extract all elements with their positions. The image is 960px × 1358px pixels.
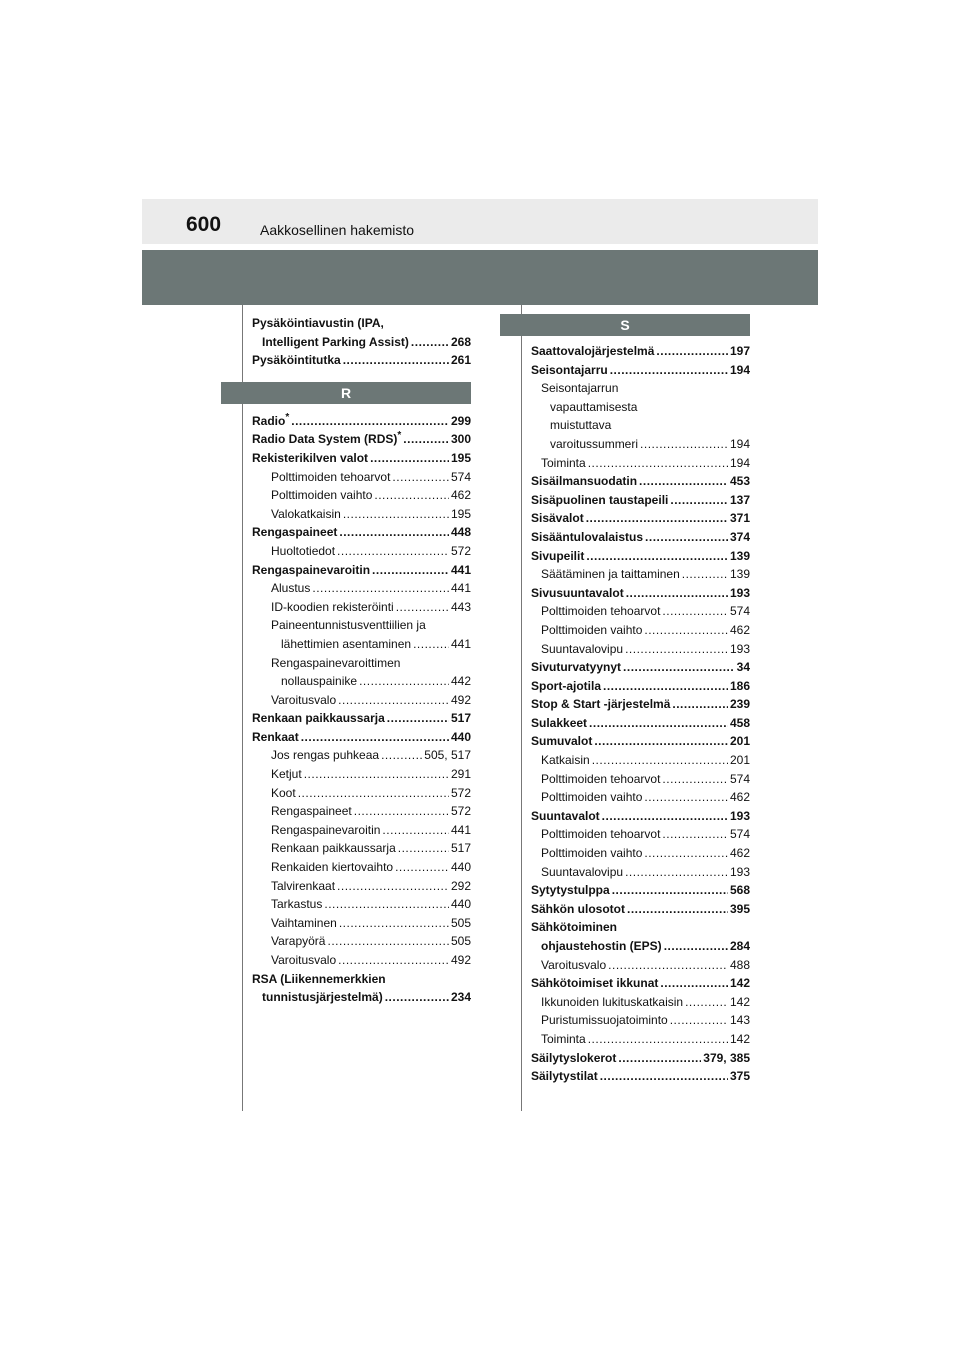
- index-entry: [252, 468, 471, 487]
- entry-pages: 462: [729, 790, 750, 805]
- entry-label: Polttimoiden tehoarvot: [541, 771, 661, 786]
- dot-leader: [398, 839, 449, 858]
- left-column-rule: [242, 305, 243, 1111]
- entry-label: Saattovalojärjestelmä: [531, 344, 655, 358]
- dot-leader: [662, 825, 728, 844]
- page-number: 600: [186, 213, 222, 236]
- index-entry: [531, 993, 750, 1012]
- entry-label: Rekisterikilven valot: [252, 450, 369, 465]
- dot-leader: [337, 542, 449, 561]
- index-entry: [252, 333, 471, 352]
- dot-leader: [413, 635, 449, 654]
- entry-pages: 379, 385: [703, 1050, 750, 1065]
- dot-leader: [372, 561, 449, 580]
- index-entry: [531, 584, 750, 603]
- entry-label: Toiminta: [541, 455, 586, 470]
- index-subheading: vapauttamisesta: [550, 399, 638, 414]
- index-entry: [252, 486, 471, 505]
- entry-pages: 193: [729, 585, 750, 600]
- entry-label: Varapyörä: [271, 934, 326, 949]
- entry-pages: 139: [729, 567, 750, 582]
- entry-pages: 195: [450, 506, 471, 521]
- entry-pages: 261: [450, 353, 471, 368]
- entry-label: Varoitusvalo: [541, 957, 607, 972]
- index-entry: [252, 858, 471, 877]
- entry-pages: 462: [729, 622, 750, 637]
- dot-leader: [600, 1067, 728, 1086]
- index-entry: [531, 863, 750, 882]
- dot-leader: [588, 1030, 728, 1049]
- dot-leader: [588, 454, 728, 473]
- index-entry: [531, 788, 750, 807]
- entry-label: Polttimoiden tehoarvot: [541, 604, 661, 619]
- index-entry: [252, 746, 471, 765]
- index-subheading: Rengaspainevaroittimen: [271, 655, 401, 670]
- entry-label: Radio Data System (RDS)*: [252, 430, 402, 447]
- dot-leader: [359, 672, 449, 691]
- index-entry: [531, 602, 750, 621]
- index-subheading: Pysäköintiavustin (IPA,: [252, 316, 384, 330]
- index-list-pre: [252, 314, 471, 370]
- index-entry: [531, 361, 750, 380]
- entry-pages: 568: [729, 883, 750, 898]
- entry-pages: 505, 517: [424, 748, 471, 763]
- index-entry: [252, 765, 471, 784]
- entry-pages: 142: [729, 1031, 750, 1046]
- dot-leader: [660, 974, 728, 993]
- dot-leader: [662, 602, 728, 621]
- entry-label: Polttimoiden vaihto: [541, 622, 643, 637]
- dot-leader: [370, 449, 449, 468]
- index-entry: [531, 472, 750, 491]
- index-entry: [252, 561, 471, 580]
- index-entry: [531, 621, 750, 640]
- entry-label: Sisävalot: [531, 511, 584, 526]
- entry-label: Renkaiden kiertovaihto: [271, 860, 394, 875]
- index-subheading: Seisontajarrun: [541, 381, 619, 396]
- dot-leader: [592, 751, 728, 770]
- entry-pages: 440: [450, 897, 471, 912]
- index-entry: [531, 751, 750, 770]
- dot-leader: [339, 914, 449, 933]
- entry-pages: 395: [729, 901, 750, 916]
- index-entry: [531, 509, 750, 528]
- dot-leader: [343, 351, 449, 370]
- entry-pages: 300: [450, 432, 471, 447]
- dot-leader: [645, 528, 728, 547]
- entry-pages: 143: [729, 1013, 750, 1028]
- index-entry: [531, 640, 750, 659]
- index-entry: [252, 579, 471, 598]
- index-entry: [252, 505, 471, 524]
- dot-leader: [625, 863, 728, 882]
- dot-leader: [395, 858, 449, 877]
- index-entry: [252, 523, 471, 542]
- dot-leader: [670, 491, 728, 510]
- entry-pages: 193: [729, 864, 750, 879]
- index-entry: [531, 807, 750, 826]
- entry-pages: 517: [450, 711, 471, 726]
- index-entry: [252, 709, 471, 728]
- dot-leader: [603, 677, 728, 696]
- entry-pages: 299: [450, 413, 471, 428]
- entry-label: Sisäpuolinen taustapeili: [531, 492, 669, 507]
- dot-leader: [374, 486, 449, 505]
- entry-label: Renkaat: [252, 729, 299, 744]
- entry-label: Rengaspainevaroitin: [271, 822, 381, 837]
- index-entry: [252, 691, 471, 710]
- entry-pages: 458: [729, 715, 750, 730]
- index-entry: [252, 430, 471, 449]
- index-subheading: RSA (Liikennemerkkien: [252, 971, 386, 986]
- header-band: [142, 250, 818, 305]
- entry-pages: 239: [729, 697, 750, 712]
- entry-label: Rengaspaineet: [271, 804, 352, 819]
- entry-pages: 142: [729, 994, 750, 1009]
- entry-pages: 443: [450, 599, 471, 614]
- entry-label: Koot: [271, 785, 296, 800]
- entry-pages: 441: [450, 822, 471, 837]
- entry-label: Huoltotiedot: [271, 543, 336, 558]
- entry-pages: 572: [450, 785, 471, 800]
- entry-label: Radio*: [252, 411, 290, 428]
- index-entry: [531, 1049, 750, 1068]
- index-entry: [252, 784, 471, 803]
- index-subheading: Sähkötoiminen: [531, 920, 618, 935]
- entry-label: Suuntavalovipu: [541, 641, 624, 656]
- entry-label: Ketjut: [271, 767, 302, 782]
- entry-label: Sport-ajotila: [531, 678, 602, 693]
- dot-leader: [664, 937, 728, 956]
- index-entry: [252, 542, 471, 561]
- entry-pages: 193: [729, 808, 750, 823]
- index-entry: [531, 844, 750, 863]
- entry-label: ID-koodien rekisteröinti: [271, 599, 394, 614]
- entry-pages: 201: [729, 753, 750, 768]
- entry-label: Säätäminen ja taittaminen: [541, 567, 680, 582]
- entry-pages: 574: [729, 827, 750, 842]
- entry-pages: 441: [450, 562, 471, 577]
- dot-leader: [625, 640, 728, 659]
- dot-leader: [627, 900, 728, 919]
- index-entry: [252, 672, 471, 691]
- dot-leader: [385, 988, 449, 1007]
- section-title: Aakkosellinen hakemisto: [260, 222, 415, 238]
- entry-pages: 492: [450, 953, 471, 967]
- entry-pages: 441: [450, 636, 471, 651]
- entry-label: Seisontajarru: [531, 362, 608, 377]
- index-entry: [531, 937, 750, 956]
- entry-pages: 194: [729, 436, 750, 451]
- entry-label: Sulakkeet: [531, 715, 588, 730]
- entry-pages: 453: [729, 474, 750, 489]
- index-entry: [531, 435, 750, 454]
- dot-leader: [382, 821, 449, 840]
- dot-leader: [403, 430, 449, 449]
- entry-pages: 371: [729, 511, 750, 526]
- right-column-rule: [521, 305, 522, 1111]
- footnote-star: *: [397, 430, 402, 442]
- index-column-left: [252, 314, 471, 1007]
- index-entry: [531, 1011, 750, 1030]
- entry-label: Polttimoiden tehoarvot: [541, 827, 661, 842]
- dot-leader: [589, 714, 728, 733]
- index-entry: [531, 1030, 750, 1049]
- index-list-r: [252, 412, 471, 1007]
- entry-pages: 268: [450, 334, 471, 349]
- entry-label: Polttimoiden vaihto: [541, 846, 643, 861]
- index-entry: [531, 825, 750, 844]
- entry-label: Suuntavalovipu: [541, 864, 624, 879]
- entry-pages: 197: [729, 344, 750, 358]
- dot-leader: [338, 951, 449, 970]
- entry-pages: 505: [450, 934, 471, 949]
- index-entry: [252, 951, 471, 970]
- entry-label: Toiminta: [541, 1031, 586, 1046]
- entry-pages: 292: [450, 878, 471, 893]
- index-entry: [531, 491, 750, 510]
- dot-leader: [602, 807, 728, 826]
- index-entry: [252, 598, 471, 617]
- entry-label: varoitussummeri: [550, 436, 639, 451]
- entry-pages: 201: [729, 734, 750, 749]
- index-entry: [531, 956, 750, 975]
- entry-pages: 572: [450, 543, 471, 558]
- footnote-star: *: [285, 411, 290, 423]
- entry-pages: 137: [729, 492, 750, 507]
- index-entry: [252, 932, 471, 951]
- entry-pages: 195: [450, 450, 471, 465]
- entry-pages: 374: [729, 529, 750, 544]
- entry-label: Sisäilmansuodatin: [531, 474, 638, 489]
- dot-leader: [662, 770, 728, 789]
- entry-pages: 492: [450, 692, 471, 707]
- index-entry: [252, 914, 471, 933]
- dot-leader: [644, 621, 728, 640]
- dot-leader: [670, 1011, 728, 1030]
- dot-leader: [338, 691, 449, 710]
- entry-label: Puristumissuojatoiminto: [541, 1013, 668, 1028]
- entry-label: Alustus: [271, 581, 311, 596]
- dot-leader: [304, 765, 449, 784]
- index-entry: [531, 1067, 750, 1086]
- index-entry: [252, 877, 471, 896]
- entry-pages: 193: [729, 641, 750, 656]
- entry-label: Pysäköintitutka: [252, 353, 341, 368]
- entry-pages: 375: [729, 1069, 750, 1084]
- index-entry: [531, 454, 750, 473]
- entry-pages: 505: [450, 915, 471, 930]
- entry-label: Tarkastus: [271, 897, 323, 912]
- entry-pages: 284: [729, 939, 750, 953]
- index-entry: [531, 900, 750, 919]
- entry-label: nollauspainike: [281, 674, 358, 689]
- dot-leader: [682, 565, 728, 584]
- entry-label: Ikkunoiden lukituskatkaisin: [541, 994, 684, 1009]
- dot-leader: [354, 802, 449, 821]
- entry-pages: 448: [450, 525, 471, 540]
- index-entry: [531, 342, 750, 361]
- index-subheading: muistuttava: [550, 418, 612, 433]
- entry-label: Talvirenkaat: [271, 878, 336, 893]
- letter-header-r: R: [221, 382, 471, 404]
- dot-leader: [594, 732, 728, 751]
- dot-leader: [656, 342, 728, 361]
- entry-label: Varoitusvalo: [271, 953, 337, 967]
- dot-leader: [639, 472, 728, 491]
- entry-label: Polttimoiden tehoarvot: [271, 469, 391, 484]
- dot-leader: [411, 333, 449, 352]
- dot-leader: [337, 877, 449, 896]
- index-entry: [252, 449, 471, 468]
- index-entry: [252, 412, 471, 431]
- dot-leader: [327, 932, 448, 951]
- entry-pages: 462: [729, 846, 750, 861]
- dot-leader: [672, 695, 728, 714]
- index-entry: [531, 547, 750, 566]
- entry-pages: 441: [450, 581, 471, 596]
- entry-label: Renkaan paikkaussarja: [271, 841, 396, 856]
- dot-leader: [586, 547, 728, 566]
- dot-leader: [618, 1049, 701, 1068]
- entry-label: Suuntavalot: [531, 808, 600, 823]
- entry-pages: 440: [450, 860, 471, 875]
- entry-label: tunnistusjärjestelmä): [262, 990, 383, 1005]
- dot-leader: [312, 579, 449, 598]
- letter-header-s: S: [500, 314, 750, 336]
- index-entry: [531, 732, 750, 751]
- entry-label: Rengaspainevaroitin: [252, 562, 371, 577]
- index-entry: [531, 695, 750, 714]
- entry-pages: 194: [729, 455, 750, 470]
- entry-label: Jos rengas puhkeaa: [271, 748, 380, 763]
- entry-pages: 291: [450, 767, 471, 782]
- entry-pages: 440: [450, 729, 471, 744]
- entry-label: Polttimoiden vaihto: [271, 488, 373, 503]
- dot-leader: [610, 361, 728, 380]
- index-entry: [531, 528, 750, 547]
- dot-leader: [685, 993, 728, 1012]
- entry-label: Polttimoiden vaihto: [541, 790, 643, 805]
- entry-label: Säilytyslokerot: [531, 1050, 617, 1065]
- index-entry: [531, 881, 750, 900]
- index-entry: [252, 895, 471, 914]
- entry-label: Sivuturvatyynyt: [531, 660, 622, 675]
- dot-leader: [586, 509, 728, 528]
- entry-label: Sähkötoimiset ikkunat: [531, 976, 659, 991]
- entry-label: Sähkön ulosotot: [531, 901, 625, 916]
- index-entry: [252, 728, 471, 747]
- dot-leader: [343, 505, 449, 524]
- entry-label: ohjaustehostin (EPS): [541, 939, 662, 953]
- entry-label: Sytytystulppa: [531, 883, 610, 898]
- dot-leader: [392, 468, 449, 487]
- dot-leader: [612, 881, 728, 900]
- entry-label: Renkaan paikkaussarja: [252, 711, 385, 726]
- dot-leader: [339, 523, 449, 542]
- entry-pages: 462: [450, 488, 471, 503]
- index-entry: [531, 770, 750, 789]
- entry-pages: 574: [729, 771, 750, 786]
- entry-label: Varoitusvalo: [271, 692, 337, 707]
- entry-label: Valokatkaisin: [271, 506, 341, 521]
- entry-label: Stop & Start -järjestelmä: [531, 697, 671, 712]
- entry-label: Katkaisin: [541, 753, 590, 768]
- index-subheading: Paineentunnistusventtiilien ja: [271, 618, 426, 633]
- dot-leader: [387, 709, 449, 728]
- header-bar: [142, 199, 818, 244]
- index-entry: [252, 802, 471, 821]
- entry-label: lähettimien asentaminen: [281, 636, 412, 651]
- entry-pages: 574: [450, 469, 471, 484]
- entry-pages: 139: [729, 548, 750, 563]
- entry-pages: 186: [729, 678, 750, 693]
- dot-leader: [298, 784, 449, 803]
- dot-leader: [644, 788, 728, 807]
- dot-leader: [644, 844, 728, 863]
- entry-pages: 488: [729, 957, 750, 972]
- index-entry: [531, 974, 750, 993]
- entry-label: Rengaspaineet: [252, 525, 338, 540]
- entry-pages: 574: [729, 604, 750, 619]
- entry-label: Intelligent Parking Assist): [262, 334, 409, 349]
- index-entry: [531, 565, 750, 584]
- dot-leader: [324, 895, 449, 914]
- dot-leader: [396, 598, 449, 617]
- entry-pages: 517: [450, 841, 471, 856]
- dot-leader: [608, 956, 728, 975]
- entry-pages: 442: [450, 674, 471, 689]
- index-entry: [531, 714, 750, 733]
- dot-leader: [640, 435, 728, 454]
- index-entry: [531, 658, 750, 677]
- entry-pages: 34: [736, 660, 750, 675]
- entry-label: Sivupeilit: [531, 548, 585, 563]
- index-entry: [252, 351, 471, 370]
- entry-pages: 194: [729, 362, 750, 377]
- entry-label: Säilytystilat: [531, 1069, 598, 1084]
- entry-label: Sumuvalot: [531, 734, 593, 749]
- entry-label: Sisääntulovalaistus: [531, 529, 644, 544]
- index-entry: [252, 839, 471, 858]
- index-list-s: [531, 342, 750, 1086]
- index-column-right: [531, 314, 750, 1086]
- index-entry: [252, 821, 471, 840]
- dot-leader: [626, 584, 728, 603]
- entry-pages: 142: [729, 976, 750, 991]
- index-entry: [252, 635, 471, 654]
- entry-label: Vaihtaminen: [271, 915, 337, 930]
- index-entry: [531, 677, 750, 696]
- index-entry: [252, 988, 471, 1007]
- dot-leader: [381, 746, 422, 765]
- entry-label: Sivusuuntavalot: [531, 585, 624, 600]
- dot-leader: [623, 658, 735, 677]
- dot-leader: [301, 728, 449, 747]
- dot-leader: [291, 412, 449, 431]
- entry-pages: 572: [450, 804, 471, 819]
- entry-pages: 234: [450, 990, 471, 1005]
